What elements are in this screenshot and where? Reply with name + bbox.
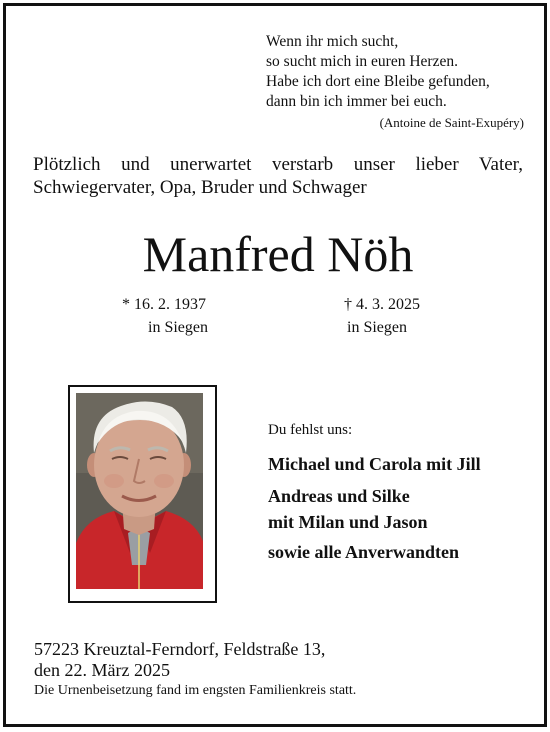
portrait-illustration <box>76 393 203 589</box>
death-info <box>344 293 420 339</box>
birth-info <box>122 293 208 339</box>
birth-date: * 16. 2. 1937 <box>122 296 206 313</box>
mourner-entry: Andreas und Silke <box>268 486 410 506</box>
obituary-notice <box>3 3 547 727</box>
poem-line: so sucht mich in euren Herzen. <box>266 53 458 70</box>
poem-line: Habe ich dort eine Bleibe gefunden, <box>266 73 490 90</box>
intro-line-2: Schwiegervater, Opa, Bruder und Schwager <box>33 177 367 198</box>
date-line: den 22. März 2025 <box>34 660 170 680</box>
mourner-entry: mit Milan und Jason <box>268 512 428 532</box>
deceased-name: Manfred Nöh <box>142 226 414 282</box>
poem-line: dann bin ich immer bei euch. <box>266 93 447 110</box>
footer-block <box>34 639 524 701</box>
poem-block <box>266 32 536 132</box>
mourners-label: Du fehlst uns: <box>268 422 353 438</box>
birth-place: in Siegen <box>148 319 208 336</box>
mourner-entry: sowie alle Anverwandten <box>268 542 459 562</box>
intro-text <box>33 153 523 199</box>
address-line: 57223 Kreuztal-Ferndorf, Feldstraße 13, <box>34 639 326 659</box>
death-place: in Siegen <box>347 319 407 336</box>
mourner-entry: Michael und Carola mit Jill <box>268 454 481 474</box>
photo-frame <box>68 385 217 603</box>
burial-note: Die Urnenbeisetzung fand im engsten Familienkreis statt. <box>34 683 357 698</box>
mourners-block <box>268 420 543 565</box>
poem-author: (Antoine de Saint-Exupéry) <box>379 115 524 130</box>
intro-line-1: Plötzlich und unerwartet verstarb unser lieber Vater, <box>33 154 523 175</box>
mourners-list <box>268 451 543 565</box>
portrait-photo <box>76 393 203 589</box>
poem-line: Wenn ihr mich sucht, <box>266 33 399 50</box>
death-date: † 4. 3. 2025 <box>344 296 420 313</box>
